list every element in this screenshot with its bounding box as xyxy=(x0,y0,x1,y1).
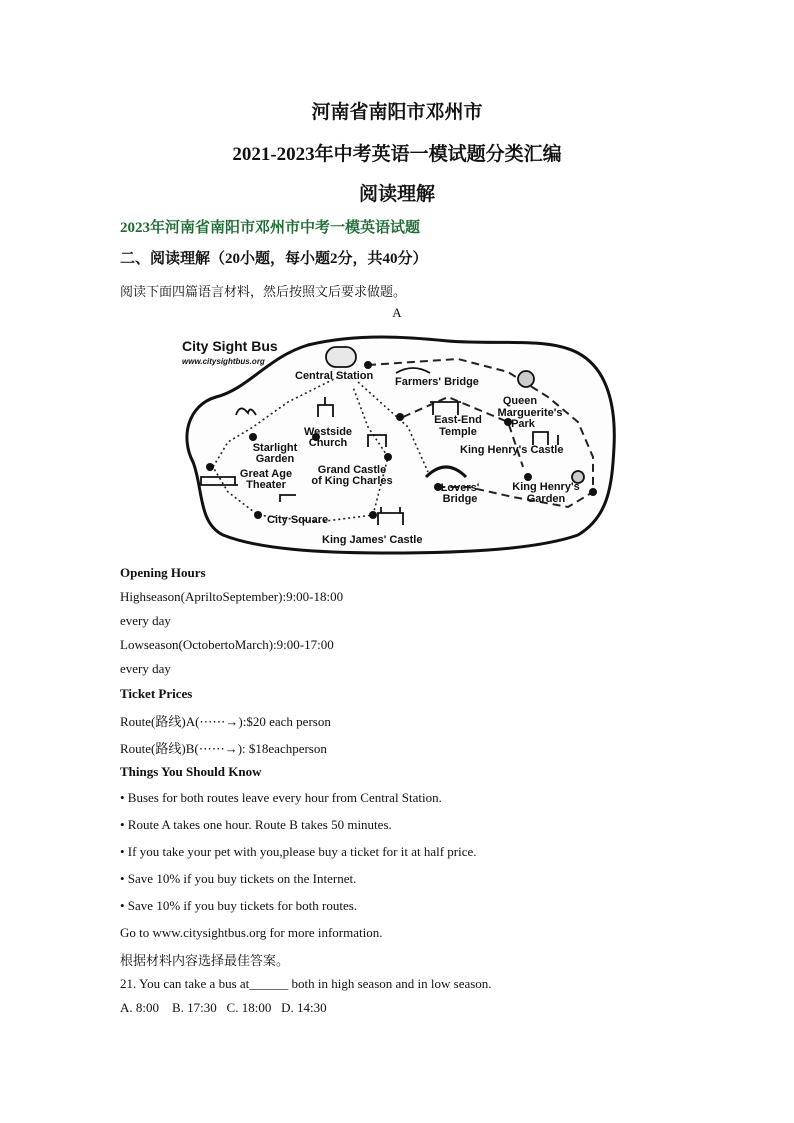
ticket-prices-heading: Ticket Prices xyxy=(120,686,193,701)
exam-title: 2023年河南省南阳市邓州市中考一模英语试题 xyxy=(120,220,421,236)
stop-westside-1: Westside xyxy=(303,426,353,438)
stop-king-henrys-garden-1: King Henry's xyxy=(512,481,580,493)
list-item: • Save 10% if you buy tickets on the Internet. xyxy=(120,871,357,886)
stop-king-james-castle: King James' Castle xyxy=(322,534,423,546)
high-season-days: every day xyxy=(120,613,171,628)
opening-hours-heading: Opening Hours xyxy=(120,565,206,580)
document-title-line1: 河南省南阳市邓州市 xyxy=(311,102,483,123)
stop-king-henrys-garden-2: Garden xyxy=(526,493,566,505)
stop-lovers-bridge-1: Lovers' xyxy=(440,482,480,494)
high-season-hours: Highseason(ApriltoSeptember):9:00-18:00 xyxy=(120,589,344,604)
stop-great-age-2: Theater xyxy=(246,479,286,491)
map-url: www.citysightbus.org xyxy=(182,357,265,366)
stop-queen-park-3: Park xyxy=(511,418,535,430)
queen-park-icon xyxy=(518,371,534,387)
question-21-stem: 21. You can take a bus at______ both in high season and in low season. xyxy=(120,976,492,991)
route-b-price: Route(路线)B(⋯⋯→): $18eachperson xyxy=(120,741,327,756)
more-info-line: Go to www.citysightbus.org for more information. xyxy=(120,925,383,940)
stop-city-square: City Square xyxy=(267,514,329,526)
document-title-line3: 阅读理解 xyxy=(358,184,435,205)
stop-farmers-bridge: Farmers' Bridge xyxy=(395,376,479,388)
stop-great-age-1: Great Age xyxy=(239,468,293,480)
low-season-hours: Lowseason(OctobertoMarch):9:00-17:00 xyxy=(120,637,334,652)
low-season-days: every day xyxy=(120,661,171,676)
list-item: • Save 10% if you buy tickets for both routes. xyxy=(120,898,358,913)
reading-instruction: 阅读下面四篇语言材料，然后按照文后要求做题。 xyxy=(120,284,407,299)
list-item: • If you take your pet with you,please buy a ticket for it at half price. xyxy=(120,844,477,859)
stop-grand-castle-2: of King Charles xyxy=(311,475,393,487)
stop-westside-2: Church xyxy=(308,437,348,449)
stop-grand-castle-1: Grand Castle xyxy=(317,464,387,476)
stop-east-end-2: Temple xyxy=(439,426,477,438)
list-item: • Buses for both routes leave every hour from Central Station. xyxy=(120,790,442,805)
section-heading: 二、阅读理解（20小题，每小题2分，共40分） xyxy=(120,251,428,267)
stop-queen-park-2: Marguerite's xyxy=(497,407,563,419)
stop-central-station: Central Station xyxy=(295,370,374,382)
stop-east-end-1: East-End xyxy=(434,414,482,426)
city-sight-bus-map xyxy=(168,327,623,555)
map-brand: City Sight Bus xyxy=(182,338,278,354)
passage-label: A xyxy=(392,305,402,320)
stop-starlight-1: Starlight xyxy=(252,442,298,454)
stop-starlight-2: Garden xyxy=(255,453,295,465)
list-item: • Route A takes one hour. Route B takes 50 minutes. xyxy=(120,817,392,832)
document-title-line2: 2021-2023年中考英语一模试题分类汇编 xyxy=(232,144,562,165)
things-to-know-heading: Things You Should Know xyxy=(120,764,262,779)
stop-king-henrys-castle: King Henry's Castle xyxy=(460,444,564,456)
stop-queen-park-1: Queen xyxy=(502,395,538,407)
route-a-price: Route(路线)A(⋯⋯→):$20 each person xyxy=(120,714,331,729)
question-instruction: 根据材料内容选择最佳答案。 xyxy=(120,953,290,968)
central-station-icon xyxy=(326,347,356,367)
stop-lovers-bridge-2: Bridge xyxy=(442,493,478,505)
question-21-options: A. 8:00 B. 17:30 C. 18:00 D. 14:30 xyxy=(120,1000,327,1015)
